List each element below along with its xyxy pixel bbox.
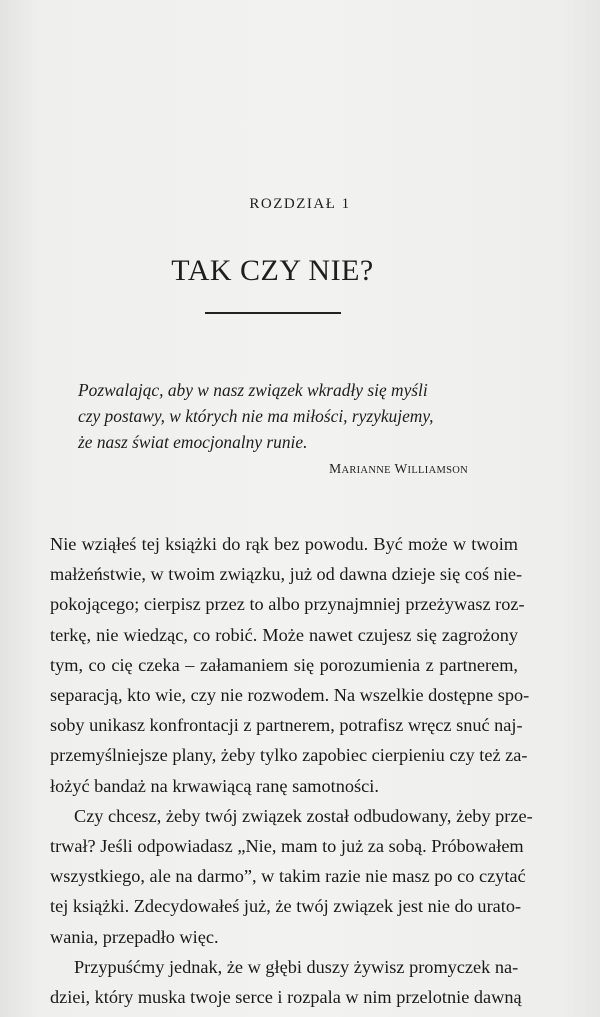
text-line: Nie wziąłeś tej książki do rąk bez powodu. Być może w twoim (50, 534, 518, 554)
text-line: tym, co cię czeka – załamaniem się porozumienia z partnerem, (50, 654, 518, 675)
epigraph-line: Pozwalając, aby w nasz związek wkradły się myśli (78, 380, 428, 400)
text-line: tej książki. Zdecydowałeś już, że twój związek jest nie do urato- (50, 896, 522, 917)
text-line: terkę, nie wiedząc, co robić. Może nawet czujesz się zagrożony (50, 624, 518, 645)
text-line: separacją, kto wie, czy nie rozwodem. Na wszelkie dostępne spo- (50, 685, 530, 706)
text-line: trwał? Jeśli odpowiadasz „Nie, mam to już za sobą. Próbowałem (50, 836, 524, 857)
title-underline (205, 312, 341, 314)
body-text (50, 529, 533, 1012)
text-line: Przypuśćmy jednak, że w głębi duszy żywisz promyczek na- (74, 956, 519, 977)
text-line: dziei, który muska twoje serce i rozpala w nim przelotnie dawną (50, 987, 522, 1008)
text-line: pokojącego; cierpisz przez to albo przynajmniej przeżywasz roz- (50, 594, 525, 615)
text-line: małżeństwie, w twoim związku, już od dawna dzieje się coś nie- (50, 564, 523, 585)
text-line: soby unikasz konfrontacji z partnerem, potrafisz wręcz snuć naj- (50, 715, 523, 736)
chapter-title: TAK CZY NIE? (171, 254, 374, 287)
text-line: łożyć bandaż na krwawiącą ranę samotności. (50, 775, 379, 796)
epigraph-line: że nasz świat emocjonalny runie. (78, 432, 308, 452)
epigraph (78, 377, 538, 455)
text-line: wszystkiego, ale na darmo”, w takim razie nie masz po co czytać (50, 866, 526, 887)
text-line: Czy chcesz, żeby twój związek został odbudowany, żeby prze- (74, 805, 533, 826)
author-first-initial: M (329, 461, 342, 476)
epigraph-author (0, 461, 468, 477)
author-last-initial: W (394, 461, 408, 476)
author-last-rest: ILLIAMSON (407, 465, 468, 476)
author-first-rest: ARIANNE (341, 465, 391, 476)
chapter-label: ROZDZIAŁ 1 (249, 196, 351, 212)
text-line: wania, przepadło więc. (50, 926, 219, 947)
text-line: przemyślniejsze plany, żeby tylko zapobiec cierpieniu czy też za- (50, 745, 528, 766)
epigraph-line: czy postawy, w których nie ma miłości, ryzykujemy, (78, 406, 434, 426)
